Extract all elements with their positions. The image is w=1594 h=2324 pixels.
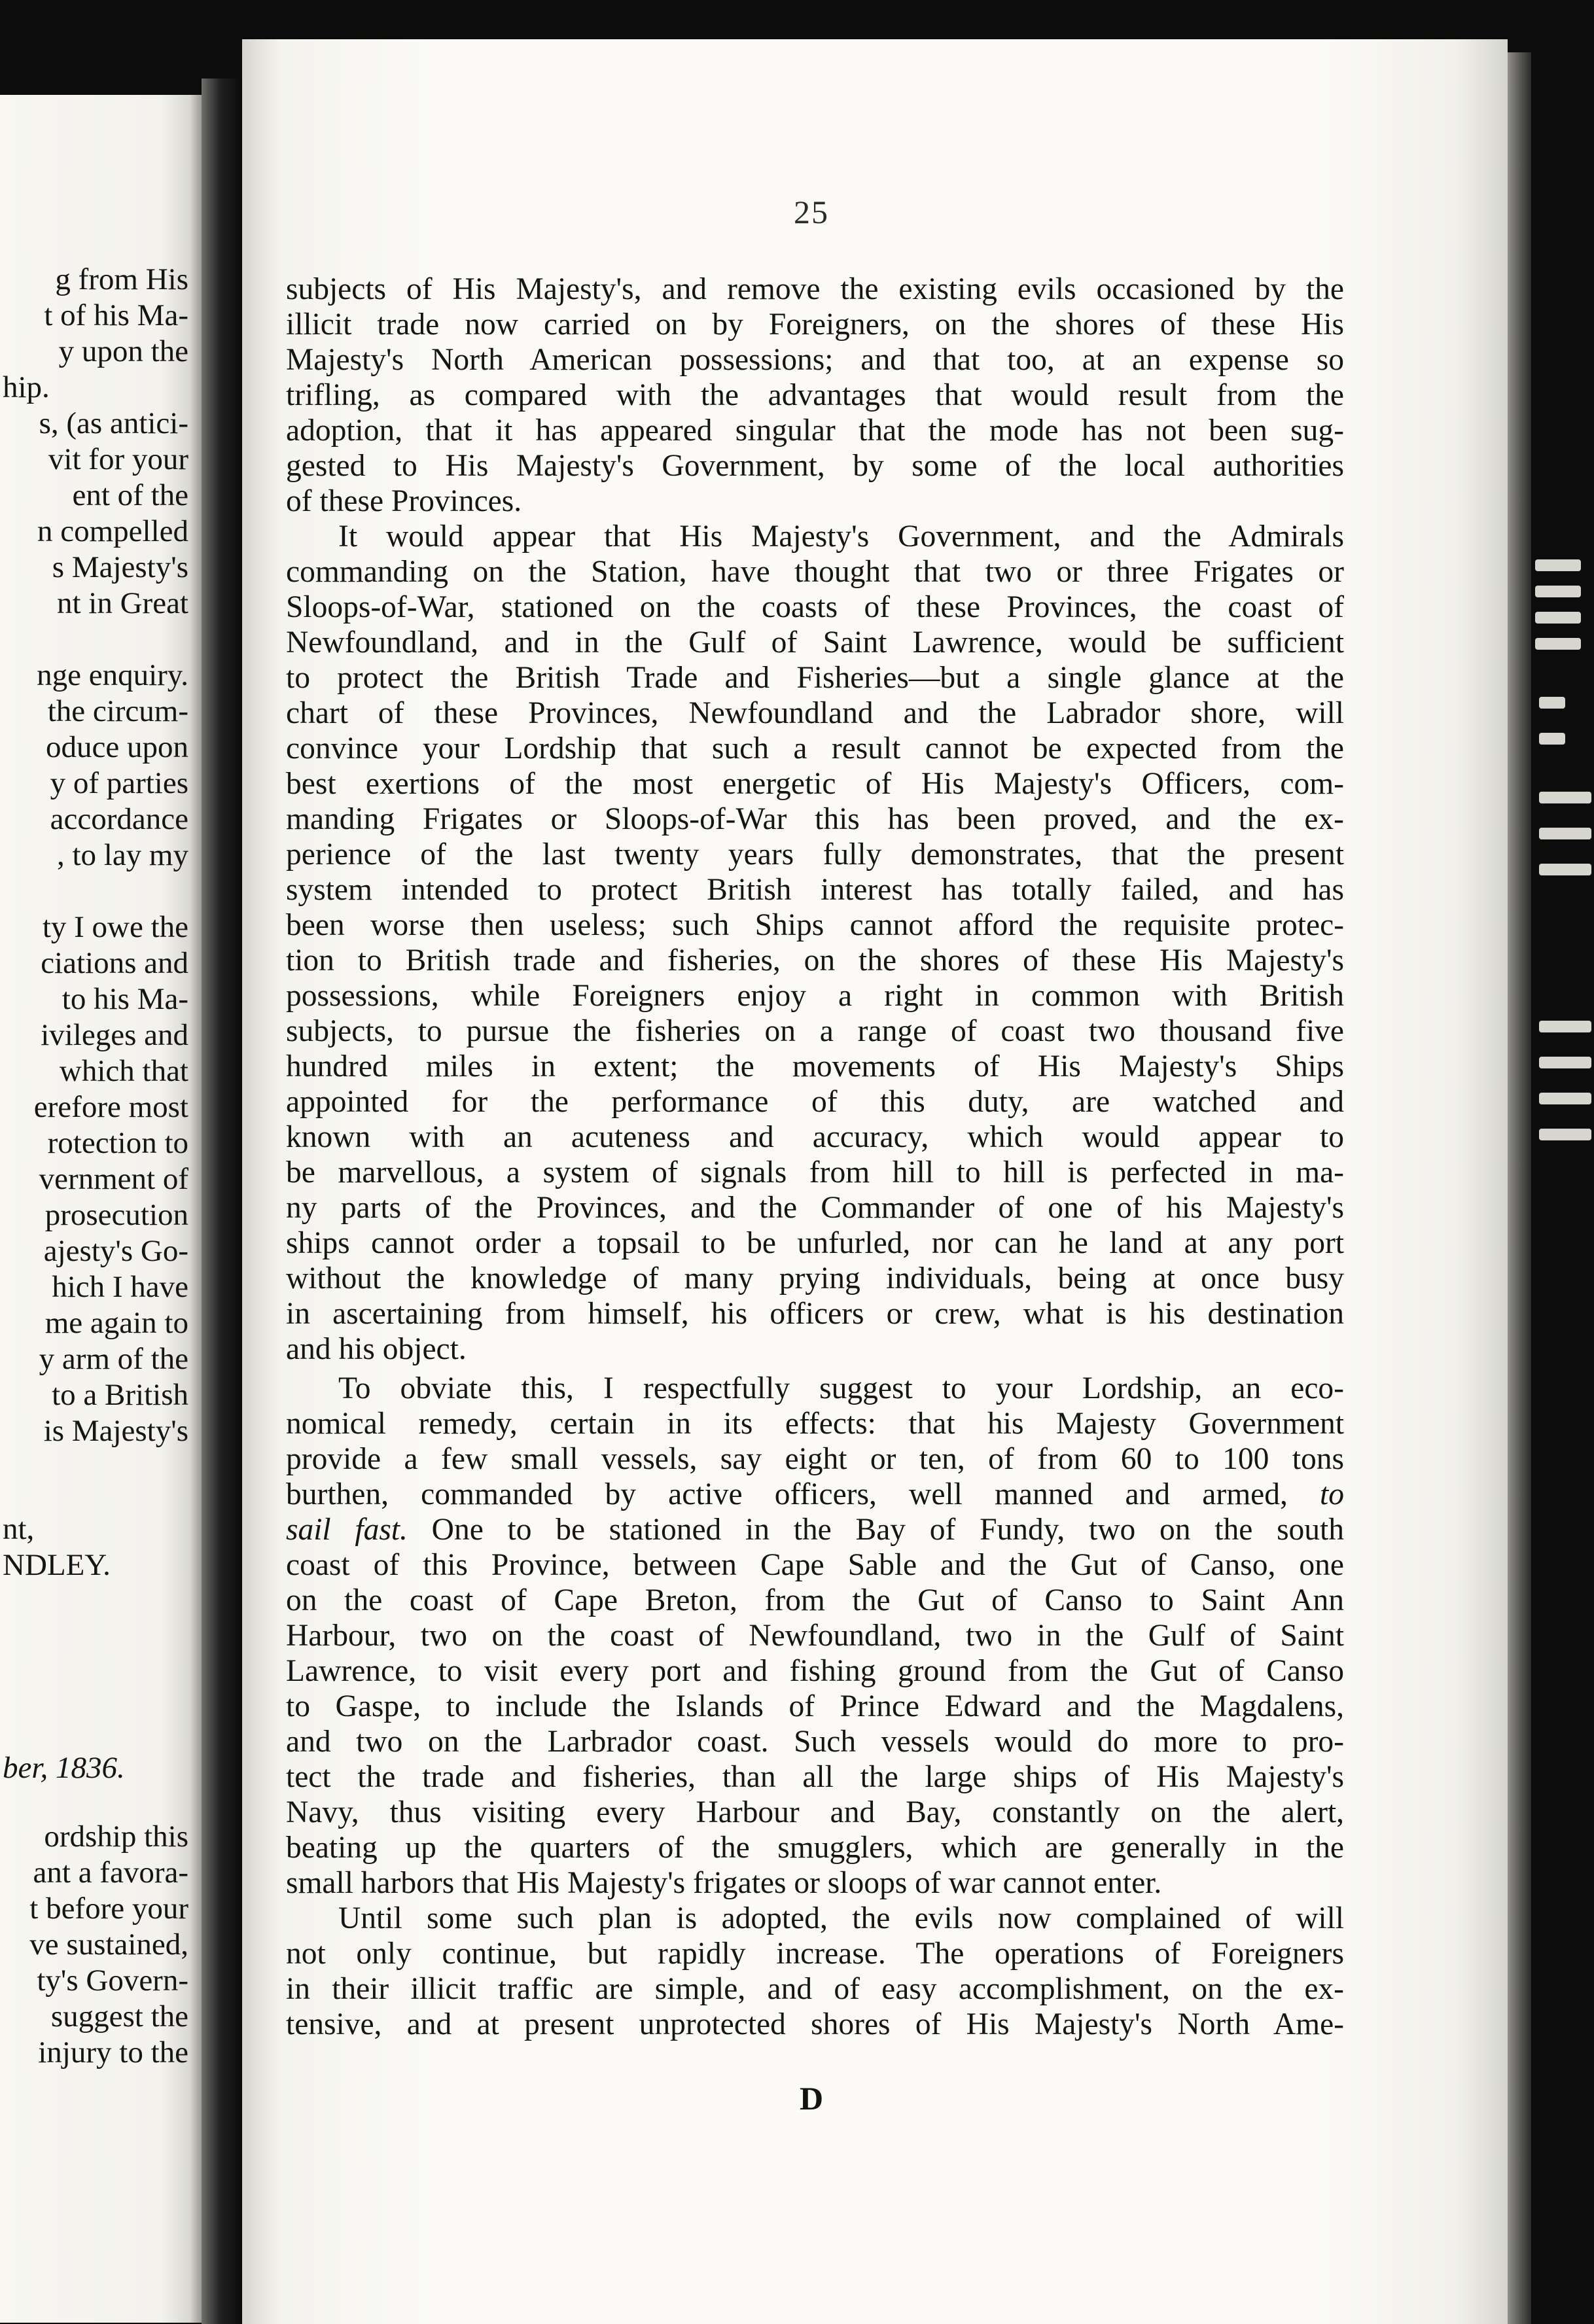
body-line	[286, 1759, 1344, 1795]
emphasis-text: sail fast.	[286, 1513, 408, 1547]
body-line-text: tect the trade and fisheries, than all the large ships of His Majesty's	[286, 1760, 1344, 1794]
body-line	[286, 590, 1344, 625]
body-line	[286, 378, 1344, 413]
body-line-text: hundred miles in extent; the movements of His Majesty's Ships	[286, 1049, 1344, 1083]
margin-mark	[1535, 638, 1581, 650]
body-line-text: One to be stationed in the Bay of Fundy, two on the south	[407, 1513, 1344, 1547]
previous-page-line: accordance	[50, 802, 188, 836]
body-line	[286, 1190, 1344, 1225]
body-line	[286, 2007, 1344, 2042]
margin-mark	[1535, 586, 1581, 597]
margin-mark	[1539, 1057, 1591, 1068]
body-line	[286, 1441, 1344, 1477]
body-line	[286, 907, 1344, 943]
body-line	[286, 1119, 1344, 1155]
previous-page-line: y of parties	[50, 766, 188, 800]
body-line	[286, 484, 1344, 519]
body-line	[286, 872, 1344, 907]
margin-mark	[1539, 1093, 1591, 1104]
body-line-text: Newfoundland, and in the Gulf of Saint Lawrence, would be sufficient	[286, 625, 1344, 660]
previous-page-line: ajesty's Go-	[43, 1234, 188, 1268]
body-line-text: Until some such plan is adopted, the evils now complained of will	[338, 1901, 1344, 1935]
body-line	[286, 1013, 1344, 1049]
body-line-text: Lawrence, to visit every port and fishing ground from the Gut of Canso	[286, 1654, 1344, 1688]
body-line-text: possessions, while Foreigners enjoy a right in common with British	[286, 979, 1344, 1013]
body-line	[286, 1618, 1344, 1653]
body-line-text: provide a few small vessels, say eight or ten, of from 60 to 100 tons	[286, 1442, 1344, 1476]
body-line-text: adoption, that it has appeared singular that the mode has not been sug-	[286, 414, 1344, 448]
body-line-text: manding Frigates or Sloops-of-War this has been proved, and the ex-	[286, 802, 1344, 836]
body-line-text: illicit trade now carried on by Foreigners, on the shores of these His	[286, 308, 1344, 342]
body-line	[286, 766, 1344, 801]
body-line	[286, 1084, 1344, 1119]
body-line	[286, 448, 1344, 484]
body-line-text: trifling, as compared with the advantages that would result from the	[286, 378, 1344, 412]
page-edge	[1508, 52, 1531, 2324]
body-line	[286, 307, 1344, 342]
body-line	[286, 978, 1344, 1013]
body-line	[286, 1547, 1344, 1583]
body-line-text: in their illicit traffic are simple, and of easy accomplishment, on the ex-	[286, 1972, 1344, 2006]
body-line-text: gested to His Majesty's Government, by some of the local authorities	[286, 449, 1344, 483]
previous-page-line: ty's Govern-	[37, 1963, 188, 1998]
previous-page-line: vernment of	[39, 1162, 188, 1196]
previous-page-line: ivileges and	[41, 1018, 188, 1052]
previous-page-line: t of his Ma-	[44, 298, 188, 332]
body-line-text: perience of the last twenty years fully demonstrates, that the present	[286, 837, 1344, 872]
body-line-text: chart of these Provinces, Newfoundland and the Labrador shore, will	[286, 696, 1344, 730]
body-line	[286, 660, 1344, 695]
body-line	[286, 554, 1344, 590]
body-line	[286, 943, 1344, 978]
body-line-text: subjects, to pursue the fisheries on a range of coast two thousand five	[286, 1014, 1344, 1048]
body-line	[286, 519, 1344, 554]
margin-mark	[1539, 733, 1565, 745]
previous-page-line: ciations and	[41, 946, 188, 980]
body-line	[286, 801, 1344, 837]
body-line-text: been worse then useless; such Ships cannot afford the requisite protec-	[286, 908, 1344, 942]
previous-page-line: to a British	[52, 1378, 188, 1412]
book-gutter	[202, 79, 242, 2324]
body-line	[286, 1653, 1344, 1689]
previous-page-line: suggest the	[50, 1999, 188, 2034]
body-line	[286, 1155, 1344, 1190]
previous-page-line: ordship this	[44, 1820, 188, 1854]
body-line	[286, 1371, 1344, 1406]
previous-page-line: ent of the	[72, 478, 188, 512]
body-line	[286, 1583, 1344, 1618]
previous-page-line: ty I owe the	[42, 910, 188, 944]
body-line	[286, 1296, 1344, 1331]
body-line-text: known with an acuteness and accuracy, which would appear to	[286, 1120, 1344, 1154]
body-line	[286, 1331, 1344, 1367]
page-number: 25	[794, 194, 829, 230]
body-line-text: Majesty's North American possessions; and that too, at an expense so	[286, 343, 1344, 377]
margin-mark	[1535, 612, 1581, 624]
previous-page-line: vit for your	[48, 442, 188, 476]
body-line	[286, 1049, 1344, 1084]
body-line-text: not only continue, but rapidly increase. The operations of Foreigners	[286, 1937, 1344, 1971]
body-line-text: ships cannot order a topsail to be unfurled, nor can he land at any port	[286, 1226, 1344, 1260]
previous-page-line: erefore most	[33, 1090, 188, 1124]
body-line-text: to Gaspe, to include the Islands of Prince Edward and the Magdalens,	[286, 1689, 1344, 1723]
body-line-text: small harbors that His Majesty's frigates or sloops of war cannot enter.	[286, 1866, 1162, 1900]
previous-page-line: is Majesty's	[43, 1414, 188, 1448]
body-line	[286, 1225, 1344, 1261]
previous-page-line: y arm of the	[39, 1342, 188, 1376]
body-line-text: best exertions of the most energetic of His Majesty's Officers, com-	[286, 767, 1344, 801]
emphasis-text: to	[1287, 1477, 1344, 1511]
body-line-text: It would appear that His Majesty's Government, and the Admirals	[338, 519, 1344, 554]
body-line-text: commanding on the Station, have thought that two or three Frigates or	[286, 555, 1344, 589]
body-line-text: nomical remedy, certain in its effects: that his Majesty Government	[286, 1407, 1344, 1441]
previous-page-line: NDLEY.	[3, 1548, 111, 1582]
previous-page-line: hip.	[3, 370, 50, 404]
body-line	[286, 1901, 1344, 1936]
body-line-text: ny parts of the Provinces, and the Commander of one of his Majesty's	[286, 1191, 1344, 1225]
body-line-text: be marvellous, a system of signals from hill to hill is perfected in ma-	[286, 1155, 1344, 1189]
margin-mark	[1535, 559, 1581, 571]
previous-page-line: ant a favora-	[33, 1856, 188, 1890]
body-line-text: convince your Lordship that such a result cannot be expected from the	[286, 731, 1344, 766]
body-line	[286, 625, 1344, 660]
body-line	[286, 413, 1344, 448]
body-line	[286, 1795, 1344, 1830]
previous-page-line: nt,	[3, 1512, 35, 1546]
body-line	[286, 342, 1344, 378]
previous-page-line: me again to	[44, 1306, 188, 1340]
body-line	[286, 1830, 1344, 1865]
body-line	[286, 1865, 1344, 1901]
body-line-text: in ascertaining from himself, his officers or crew, what is his destination	[286, 1297, 1344, 1331]
body-line-text: Navy, thus visiting every Harbour and Bay, constantly on the alert,	[286, 1795, 1344, 1829]
body-line	[286, 695, 1344, 731]
body-line	[286, 1477, 1344, 1512]
margin-mark	[1539, 828, 1591, 839]
previous-page-line: n compelled	[37, 514, 188, 548]
margin-mark	[1539, 792, 1591, 803]
previous-page-line: g from His	[55, 262, 188, 296]
body-line	[286, 731, 1344, 766]
body-line-text: tensive, and at present unprotected shores of His Majesty's North Ame-	[286, 2007, 1344, 2041]
body-line	[286, 272, 1344, 307]
body-line	[286, 1689, 1344, 1724]
body-line	[286, 1406, 1344, 1441]
previous-page-line: hich I have	[52, 1270, 188, 1304]
previous-page-line: ve sustained,	[29, 1928, 188, 1962]
previous-page-line: , to lay my	[56, 838, 188, 872]
previous-page-line: oduce upon	[46, 730, 188, 764]
body-line	[286, 837, 1344, 872]
body-line-text: Sloops-of-War, stationed on the coasts of these Provinces, the coast of	[286, 590, 1344, 624]
margin-mark	[1539, 697, 1565, 709]
body-line-text: subjects of His Majesty's, and remove the existing evils occasioned by the	[286, 272, 1344, 306]
previous-page-line: prosecution	[44, 1198, 188, 1232]
body-line-text: system intended to protect British interest has totally failed, and has	[286, 873, 1344, 907]
body-line-text: appointed for the performance of this duty, are watched and	[286, 1085, 1344, 1119]
body-line	[286, 1261, 1344, 1296]
body-line-text: burthen, commanded by active officers, well manned and armed,	[286, 1477, 1288, 1511]
body-line	[286, 1971, 1344, 2007]
previous-page-line: nge enquiry.	[37, 658, 188, 692]
previous-page-line: s Majesty's	[52, 550, 188, 584]
margin-mark	[1539, 1129, 1591, 1140]
body-line-text: without the knowledge of many prying individuals, being at once busy	[286, 1261, 1344, 1295]
body-line-text: tion to British trade and fisheries, on the shores of these His Majesty's	[286, 943, 1344, 977]
previous-page-line: ber, 1836.	[3, 1751, 125, 1785]
body-line-text: of these Provinces.	[286, 484, 522, 518]
body-line-text: and his object.	[286, 1332, 467, 1366]
body-line	[286, 1724, 1344, 1759]
previous-page-line: rotection to	[47, 1126, 188, 1160]
margin-mark	[1539, 864, 1591, 875]
previous-page-line: injury to the	[38, 2035, 188, 2069]
previous-page-line: the circum-	[47, 694, 188, 728]
previous-page-line: to his Ma-	[62, 982, 188, 1016]
previous-page-line: which that	[59, 1054, 188, 1088]
signature-mark: D	[799, 2080, 824, 2117]
body-line-text: To obviate this, I respectfully suggest to your Lordship, an eco-	[338, 1371, 1344, 1405]
previous-page-line: y upon the	[58, 334, 188, 368]
margin-mark	[1539, 1021, 1591, 1032]
body-line	[286, 1512, 1344, 1547]
previous-page-line: nt in Great	[57, 586, 188, 620]
previous-page-line: t before your	[29, 1892, 188, 1926]
body-line-text: on the coast of Cape Breton, from the Gut of Canso to Saint Ann	[286, 1583, 1344, 1617]
body-line-text: beating up the quarters of the smugglers, which are generally in the	[286, 1831, 1344, 1865]
body-line-text: coast of this Province, between Cape Sable and the Gut of Canso, one	[286, 1548, 1344, 1582]
body-line-text: and two on the Larbrador coast. Such vessels would do more to pro-	[286, 1725, 1344, 1759]
body-line-text: Harbour, two on the coast of Newfoundland, two in the Gulf of Saint	[286, 1619, 1344, 1653]
body-line	[286, 1936, 1344, 1971]
previous-page-line: s, (as antici-	[39, 406, 188, 440]
body-line-text: to protect the British Trade and Fisheries—but a single glance at the	[286, 661, 1344, 695]
